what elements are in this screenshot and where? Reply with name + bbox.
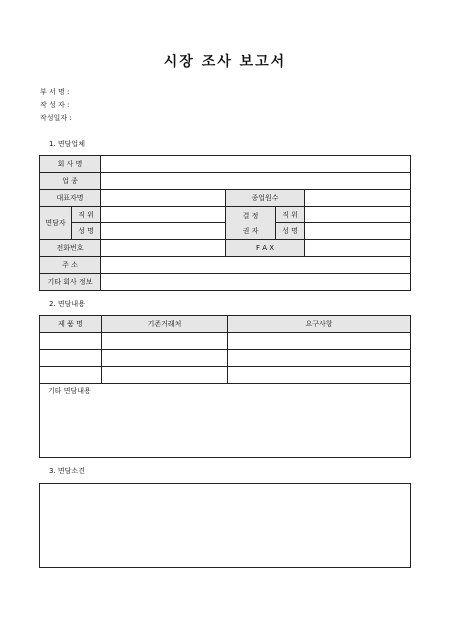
table-row xyxy=(40,333,411,350)
decision-maker-title-label: 직 위 xyxy=(276,207,305,223)
date-label: 작성일자 : xyxy=(40,114,72,122)
decision-maker-label xyxy=(226,207,276,240)
company-table xyxy=(39,155,411,291)
interview-table xyxy=(39,315,411,384)
fax-field[interactable] xyxy=(305,240,411,257)
company-name-field[interactable] xyxy=(101,156,411,173)
supplier-cell[interactable] xyxy=(102,333,228,350)
interviewee-name-label: 성 명 xyxy=(72,223,101,240)
author-label: 작 성 자 : xyxy=(40,101,70,109)
ceo-label: 대표자명 xyxy=(40,190,101,207)
request-cell[interactable] xyxy=(228,333,411,350)
other-company-info-field[interactable] xyxy=(101,274,411,291)
ceo-field[interactable] xyxy=(101,190,226,207)
table-row xyxy=(40,350,411,367)
request-header: 요구사항 xyxy=(228,316,411,333)
decision-maker-name-field[interactable] xyxy=(305,223,411,240)
address-field[interactable] xyxy=(101,257,411,274)
phone-label: 전화번호 xyxy=(40,240,101,257)
company-name-label: 회 사 명 xyxy=(40,156,101,173)
section2-heading: 2. 면담내용 xyxy=(49,300,85,308)
product-cell[interactable] xyxy=(40,367,102,384)
phone-field[interactable] xyxy=(101,240,226,257)
employees-label: 종업원수 xyxy=(226,190,305,207)
address-label: 주 소 xyxy=(40,257,101,274)
industry-field[interactable] xyxy=(101,173,411,190)
interviewee-label: 면담자 xyxy=(40,207,72,240)
product-cell[interactable] xyxy=(40,333,102,350)
decision-maker-name-label: 성 명 xyxy=(276,223,305,240)
decision-maker-title-field[interactable] xyxy=(305,207,411,223)
request-cell[interactable] xyxy=(228,367,411,384)
decision-label: 결 정 xyxy=(242,211,259,220)
product-header: 제 품 명 xyxy=(40,316,102,333)
product-cell[interactable] xyxy=(40,350,102,367)
other-interview-box[interactable] xyxy=(39,383,411,458)
interviewee-title-label: 직 위 xyxy=(72,207,101,223)
section1-heading: 1. 면담업체 xyxy=(49,140,85,148)
supplier-cell[interactable] xyxy=(102,350,228,367)
document-title: 시장 조사 보고서 xyxy=(163,54,287,70)
other-company-info-label: 기타 회사 정보 xyxy=(40,274,101,291)
authority-label: 권 자 xyxy=(242,226,259,235)
employees-field[interactable] xyxy=(305,190,411,207)
table-row xyxy=(40,367,411,384)
dept-label: 부 서 명 : xyxy=(40,88,70,96)
fax-label: F A X xyxy=(226,240,305,257)
section3-heading: 3. 면담소견 xyxy=(49,467,85,475)
other-interview-label: 기타 면담내용 xyxy=(48,387,91,395)
opinion-box[interactable] xyxy=(39,483,411,568)
industry-label: 업 종 xyxy=(40,173,101,190)
interviewee-name-field[interactable] xyxy=(101,223,226,240)
interviewee-title-field[interactable] xyxy=(101,207,226,223)
request-cell[interactable] xyxy=(228,350,411,367)
supplier-cell[interactable] xyxy=(102,367,228,384)
supplier-header: 기존거래처 xyxy=(102,316,228,333)
